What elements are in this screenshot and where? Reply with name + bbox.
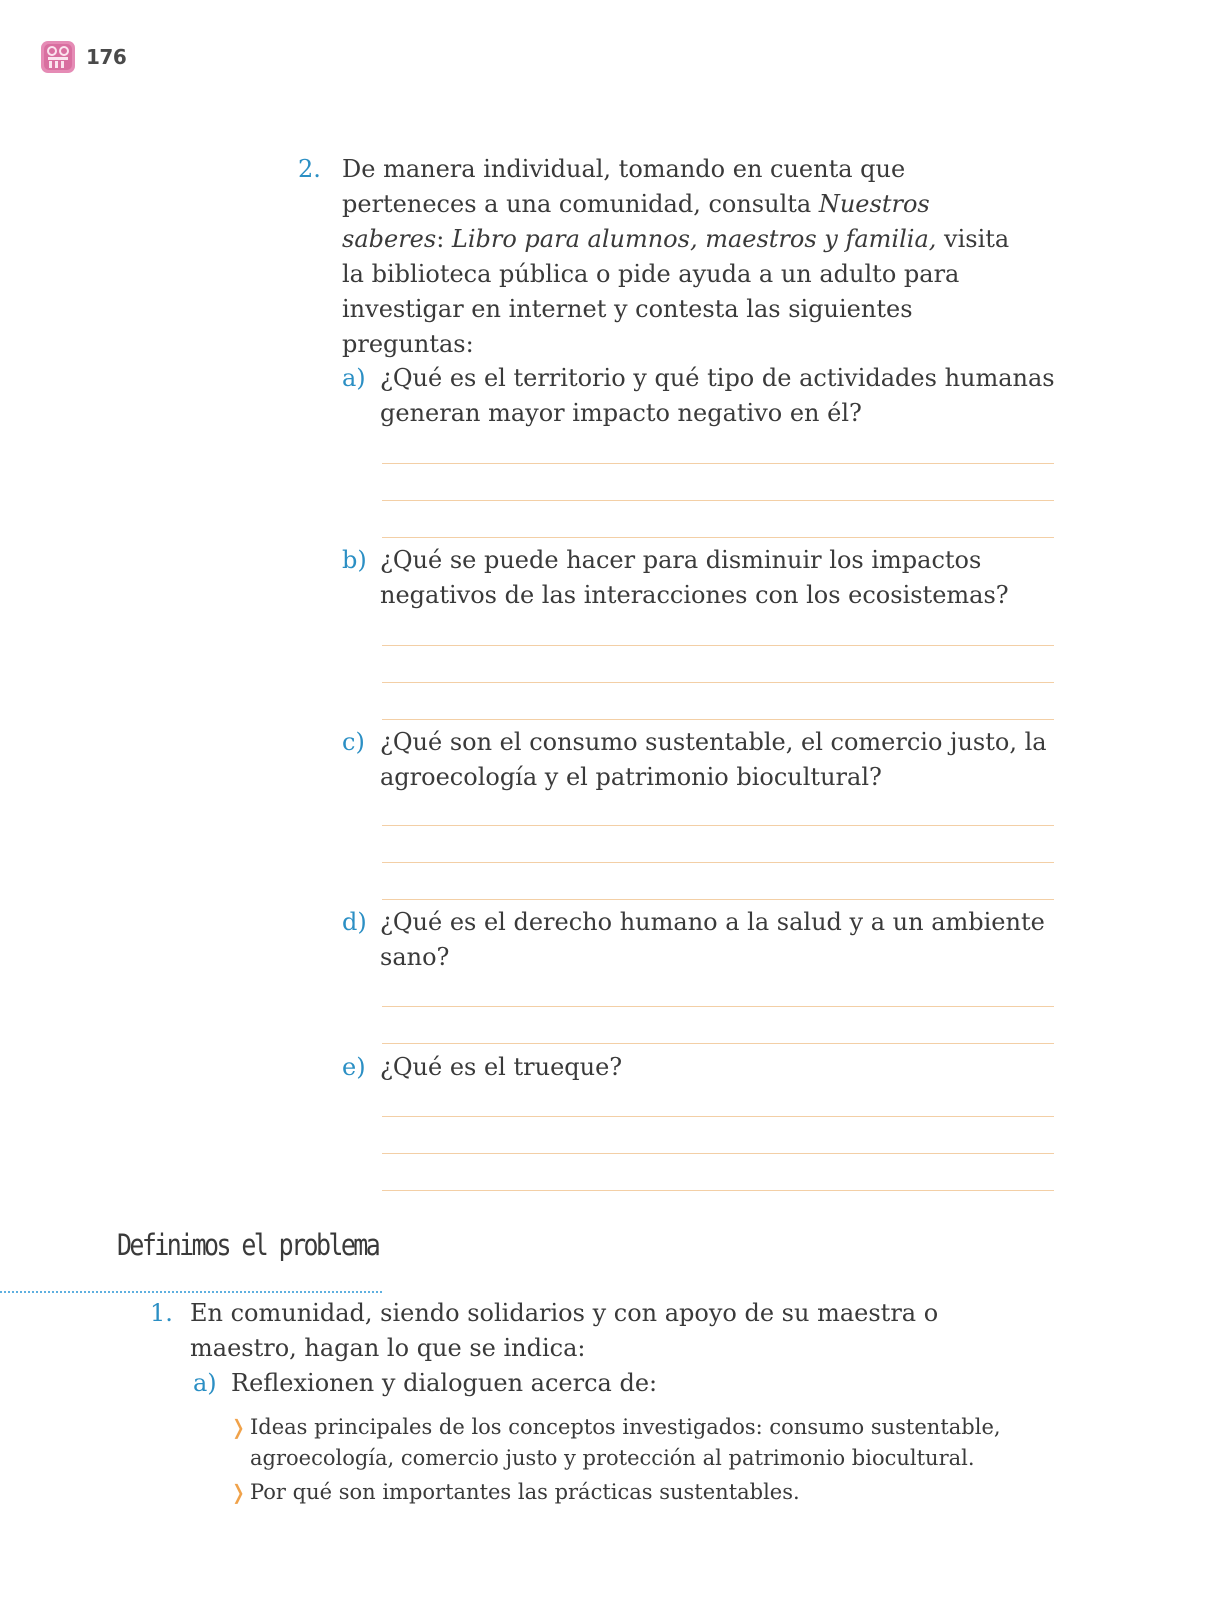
bullet-list xyxy=(230,1412,1060,1511)
answer-line[interactable] xyxy=(382,1190,1054,1191)
section-divider xyxy=(0,1291,382,1293)
question-text: ¿Qué es el trueque? xyxy=(380,1053,623,1081)
answer-line[interactable] xyxy=(382,1043,1054,1044)
exercise-number: 2. xyxy=(298,155,321,183)
answer-line[interactable] xyxy=(382,500,1054,501)
instructions-text: visita la biblioteca pública o pide ayuda a un adulto para investigar en internet y contesta las siguientes preguntas: xyxy=(342,225,1010,358)
answer-line[interactable] xyxy=(382,1116,1054,1117)
exercise-1 xyxy=(150,1296,1050,1366)
question-e xyxy=(342,1050,1062,1085)
book-subtitle: Libro para alumnos, maestros y familia, xyxy=(451,225,937,253)
question-a xyxy=(342,361,1062,431)
exercise-1-a xyxy=(193,1366,1053,1401)
answer-line[interactable] xyxy=(382,537,1054,538)
question-text: ¿Qué son el consumo sustentable, el comercio justo, la agroecología y el patrimonio biocultural? xyxy=(380,728,1047,791)
chevron-right-icon: ❭ xyxy=(230,1480,247,1504)
answer-line[interactable] xyxy=(382,682,1054,683)
question-text: ¿Qué se puede hacer para disminuir los impactos negativos de las interacciones con los ecosistemas? xyxy=(380,546,1009,609)
question-letter: a) xyxy=(193,1369,217,1397)
question-d xyxy=(342,905,1062,975)
question-text: Reflexionen y dialoguen acerca de: xyxy=(231,1369,658,1397)
chevron-right-icon: ❭ xyxy=(230,1415,247,1439)
answer-line[interactable] xyxy=(382,825,1054,826)
question-text: ¿Qué es el derecho humano a la salud y a un ambiente sano? xyxy=(380,908,1045,971)
exercise-instructions: En comunidad, siendo solidarios y con apoyo de su maestra o maestro, hagan lo que se indica: xyxy=(190,1299,939,1362)
question-c xyxy=(342,725,1062,795)
question-text: ¿Qué es el territorio y qué tipo de actividades humanas generan mayor impacto negativo en él? xyxy=(380,364,1055,427)
answer-line[interactable] xyxy=(382,463,1054,464)
codex-glyph-icon xyxy=(40,40,76,74)
answer-line[interactable] xyxy=(382,862,1054,863)
exercise-instructions xyxy=(342,152,1022,362)
exercise-2 xyxy=(298,152,1058,362)
list-item-text: Por qué son importantes las prácticas sustentables. xyxy=(250,1480,800,1504)
list-item-text: Ideas principales de los conceptos investigados: consumo sustentable, agroecología, comercio justo y protección al patrimonio biocultural. xyxy=(250,1415,1001,1470)
question-letter: a) xyxy=(342,364,366,392)
answer-line[interactable] xyxy=(382,645,1054,646)
page-number: 176 xyxy=(86,45,127,69)
instructions-text: : xyxy=(436,225,452,253)
list-item xyxy=(230,1477,1060,1508)
answer-line[interactable] xyxy=(382,1153,1054,1154)
question-letter: b) xyxy=(342,546,367,574)
question-letter: d) xyxy=(342,908,367,936)
book-title: Nuestros saberes xyxy=(342,190,930,253)
question-b xyxy=(342,543,1062,613)
list-item xyxy=(230,1412,1060,1474)
section-title: Definimos el problema xyxy=(117,1228,379,1262)
instructions-text: De manera individual, tomando en cuenta que perteneces a una comunidad, consulta xyxy=(342,155,906,218)
answer-line[interactable] xyxy=(382,899,1054,900)
page-header xyxy=(40,40,126,74)
exercise-number: 1. xyxy=(150,1299,173,1327)
question-letter: e) xyxy=(342,1053,366,1081)
answer-line[interactable] xyxy=(382,719,1054,720)
question-letter: c) xyxy=(342,728,365,756)
answer-line[interactable] xyxy=(382,1006,1054,1007)
